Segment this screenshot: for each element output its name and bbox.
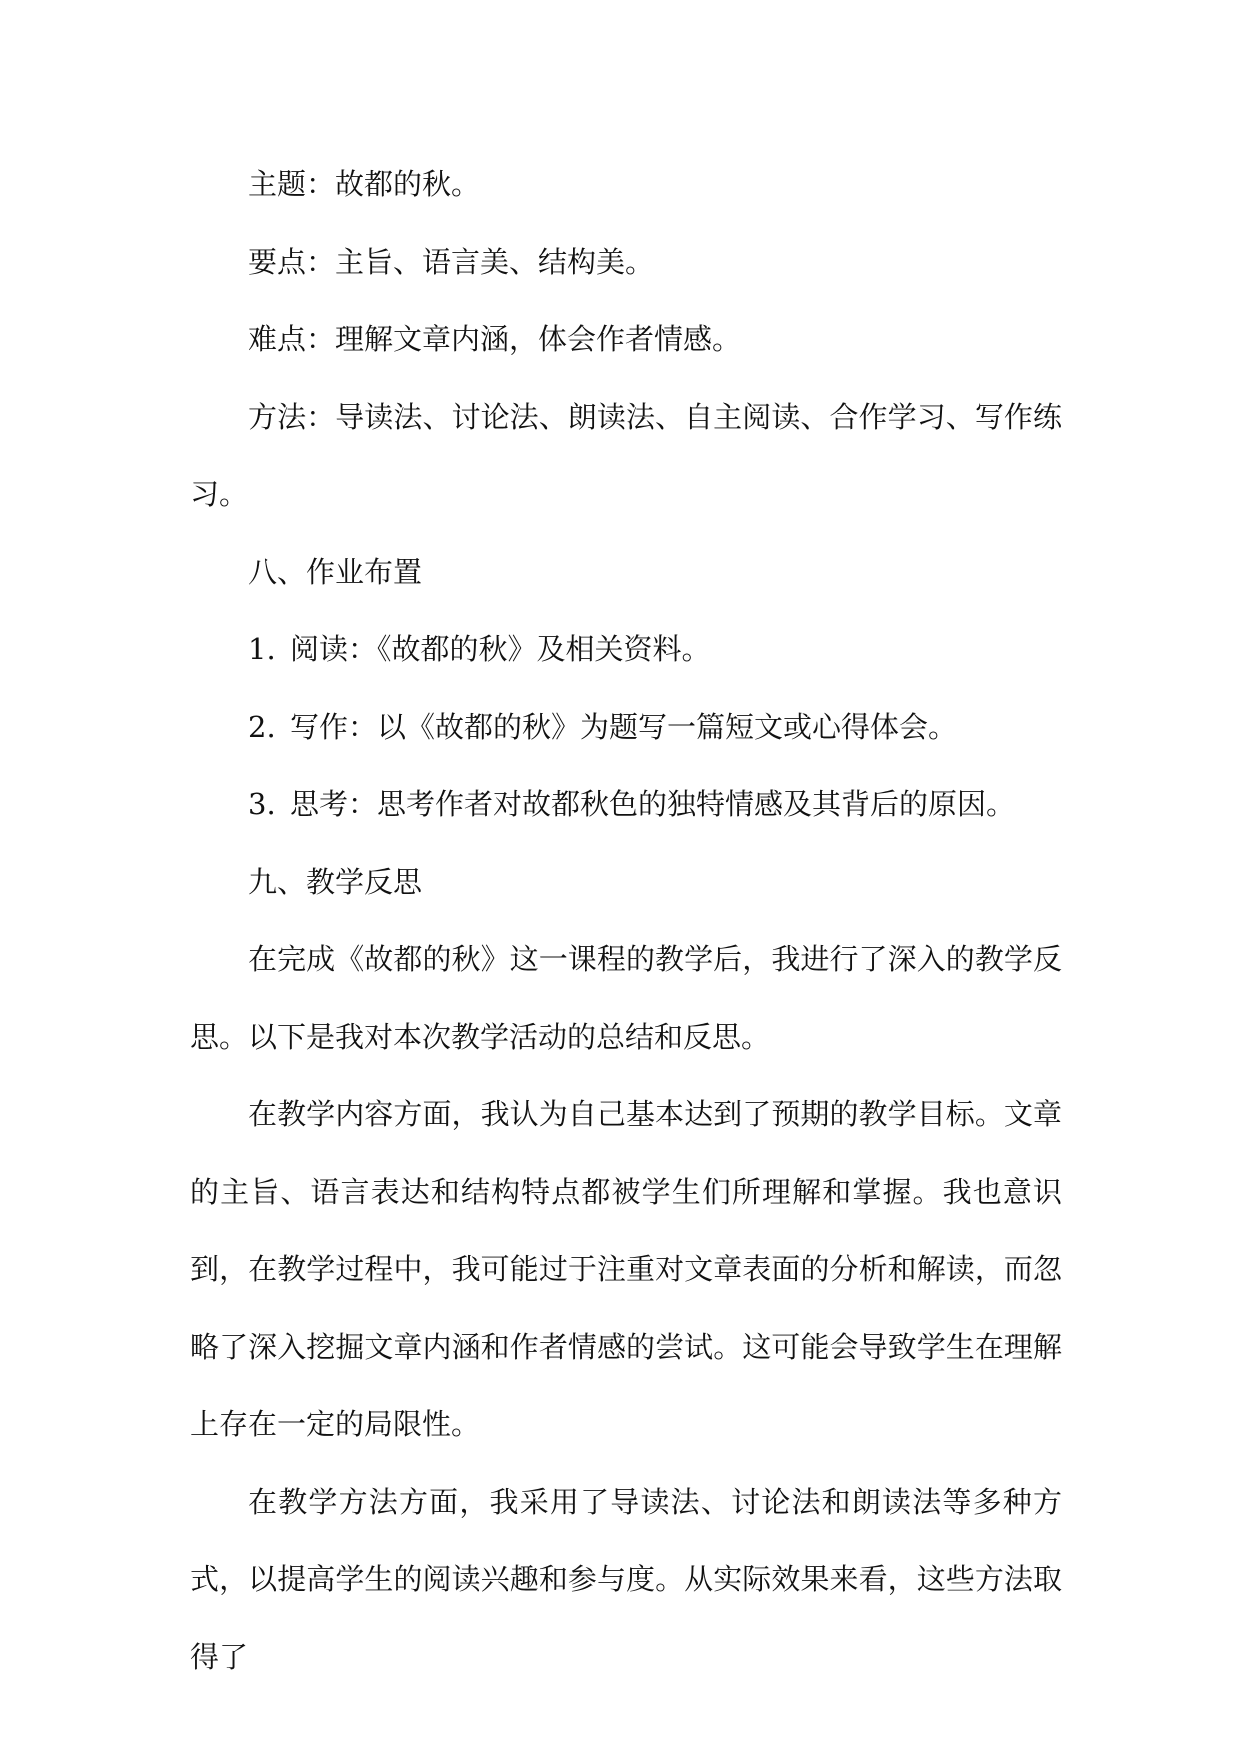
homework-item (190, 766, 1062, 844)
homework-item-text: 阅读：《故都的秋》及相关资料。 (290, 632, 711, 666)
key-points-line: 要点：主旨、语言美、结构美。 (248, 244, 655, 279)
document-body (190, 146, 1062, 1696)
reflection-paragraph: 在完成《故都的秋》这一课程的教学后，我进行了深入的教学反思。以下是我对本次教学活动的总结和反思。 (190, 942, 1062, 1054)
homework-item (190, 611, 1062, 689)
reflection-paragraph: 在教学方法方面，我采用了导读法、讨论法和朗读法等多种方式，以提高学生的阅读兴趣和参与度。从实际效果来看，这些方法取得了 (190, 1484, 1062, 1674)
homework-item-text: 写作：以《故都的秋》为题写一篇短文或心得体会。 (290, 709, 958, 744)
homework-item-number: 2. (248, 709, 276, 744)
homework-item-number: 1. (248, 632, 276, 666)
homework-heading: 八、作业布置 (248, 554, 423, 589)
homework-item-number: 3. (248, 787, 276, 821)
homework-item-text: 思考：思考作者对故都秋色的独特情感及其背后的原因。 (290, 787, 1016, 821)
difficulties-line: 难点：理解文章内涵，体会作者情感。 (248, 322, 742, 356)
reflection-heading: 九、教学反思 (248, 864, 423, 899)
theme-line: 主题：故都的秋。 (248, 167, 481, 201)
reflection-paragraph: 在教学内容方面，我认为自己基本达到了预期的教学目标。文章的主旨、语言表达和结构特点都被学生们所理解和掌握。我也意识到，在教学过程中，我可能过于注重对文章表面的分析和解读，而忽略了深入挖掘文章内涵和作者情感的尝试。这可能会导致学生在理解上存在一定的局限性。 (190, 1097, 1062, 1441)
methods-paragraph: 方法：导读法、讨论法、朗读法、自主阅读、合作学习、写作练习。 (190, 399, 1062, 511)
homework-item (190, 689, 1062, 767)
